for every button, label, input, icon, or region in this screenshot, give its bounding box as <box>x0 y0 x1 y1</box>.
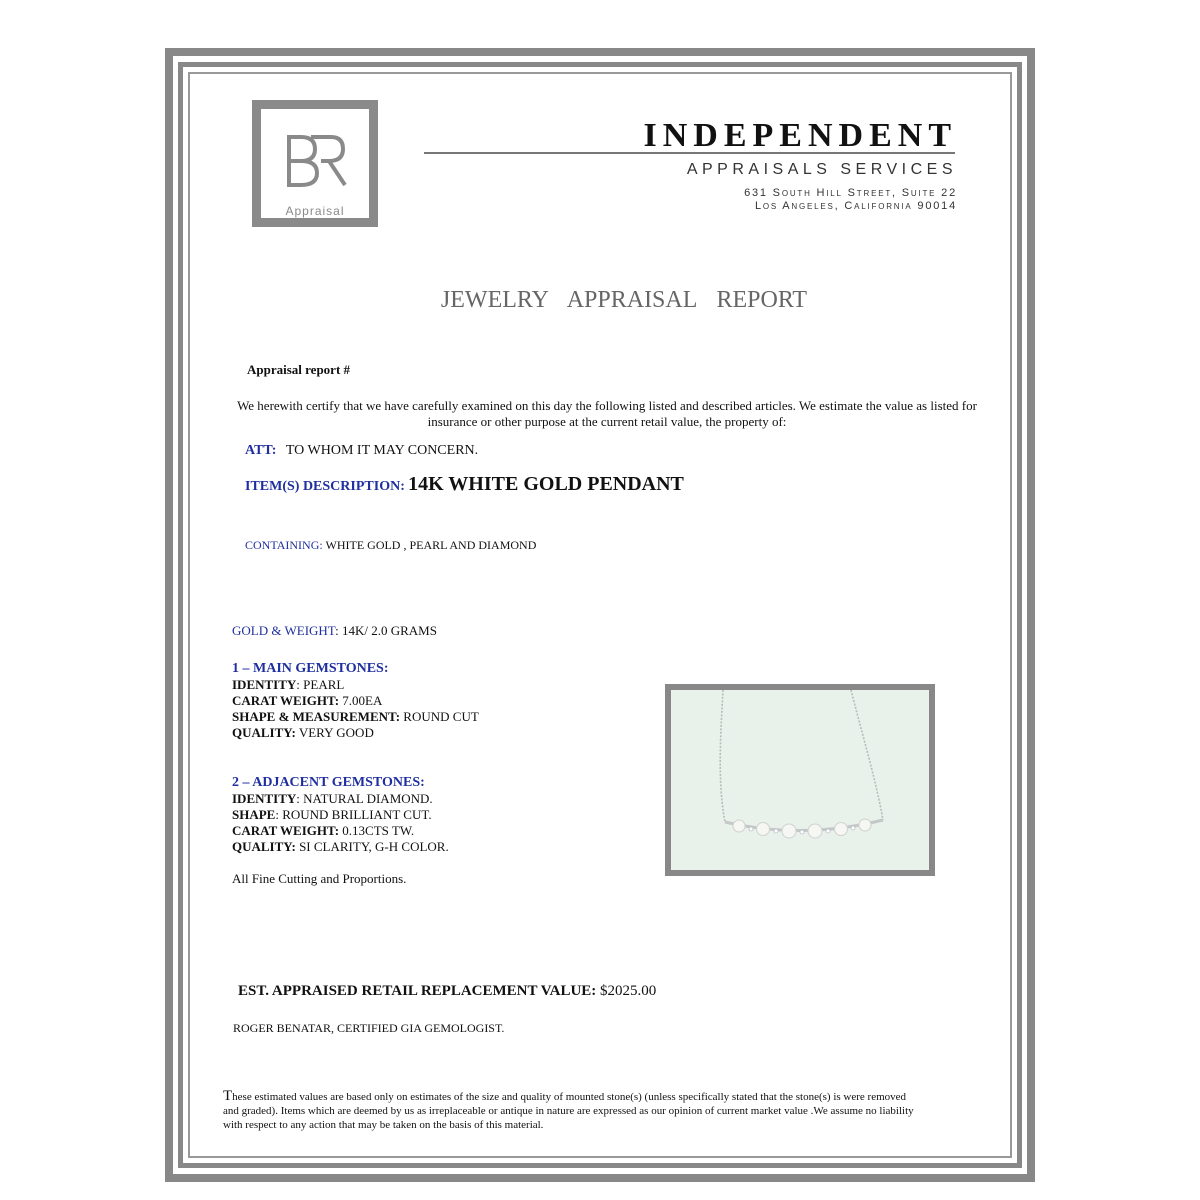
main-quality-line <box>232 725 374 741</box>
main-carat-value: 7.00EA <box>339 693 383 708</box>
gold-weight-value: : 14K/ 2.0 GRAMS <box>335 623 437 638</box>
adj-shape-value: : ROUND BRILLIANT CUT. <box>275 807 432 822</box>
disclaimer-text: hese estimated values are based only on estimates of the size and quality of mounted stone(s) (unless specifically stated that the stone(s) is were removed and graded). Items which are deemed by us as irreplaceable or antique in nature are expressed as our opinion of current market value .We assume no liability with respect to any action that may be taken on the basis of this material. <box>223 1091 914 1131</box>
adj-shape-label: SHAPE <box>232 807 276 822</box>
item-value: 14K WHITE GOLD PENDANT <box>408 473 684 495</box>
address-line-2: Los Angeles, California 90014 <box>754 200 957 212</box>
pendant-illustration <box>671 690 929 870</box>
company-header <box>644 118 957 213</box>
main-quality-label: QUALITY: <box>232 725 296 740</box>
main-shape-value: ROUND CUT <box>400 709 479 724</box>
certify-paragraph: We herewith certify that we have carefully examined on this day the following listed and described articles. We estimate the value as listed for insurance or other purpose at the current retail value, the property of: <box>237 398 977 429</box>
appraised-value-line <box>238 982 656 1000</box>
adj-quality-value: SI CLARITY, G-H COLOR. <box>295 839 449 854</box>
adj-quality-label: QUALITY: <box>232 839 296 854</box>
logo-badge <box>252 100 378 227</box>
disclaimer-paragraph <box>223 1089 923 1132</box>
report-number-label: Appraisal report # <box>247 362 351 377</box>
main-shape-line <box>232 709 479 725</box>
containing-value: WHITE GOLD , PEARL AND DIAMOND <box>325 538 537 552</box>
adj-identity-value: : NATURAL DIAMOND. <box>296 791 433 806</box>
containing-label: CONTAINING: <box>245 538 323 552</box>
main-identity-line <box>232 677 344 693</box>
gemologist-signature-line: ROGER BENATAR, CERTIFIED GIA GEMOLOGIST. <box>233 1021 505 1035</box>
adj-carat-value: 0.13CTS TW. <box>339 823 415 838</box>
gold-weight-line <box>232 623 437 639</box>
containing-line <box>245 537 536 553</box>
address-line-1: 631 South Hill Street, Suite 22 <box>744 187 957 199</box>
adj-quality-line <box>232 839 449 855</box>
company-address <box>644 187 957 213</box>
disclaimer-first-letter: T <box>223 1088 233 1104</box>
main-carat-line <box>232 693 382 709</box>
report-title: JEWELRY APPRAISAL REPORT <box>440 287 808 313</box>
adj-identity-line <box>232 791 433 807</box>
att-value: TO WHOM IT MAY CONCERN. <box>285 443 479 458</box>
gold-weight-label: GOLD & WEIGHT <box>232 623 336 638</box>
company-name: INDEPENDENT <box>643 117 957 154</box>
fine-cutting-note: All Fine Cutting and Proportions. <box>232 871 407 886</box>
adj-carat-line <box>232 823 414 839</box>
appraised-value-amount: $2025.00 <box>600 983 657 999</box>
adj-shape-line <box>232 807 432 823</box>
item-label: ITEM(S) DESCRIPTION: <box>245 479 405 494</box>
company-subtitle: APPRAISALS SERVICES <box>686 161 957 178</box>
adjacent-gemstones-heading: 2 – ADJACENT GEMSTONES: <box>232 775 425 790</box>
main-identity-value: : PEARL <box>296 677 345 692</box>
item-line <box>245 473 684 495</box>
att-line <box>245 443 478 459</box>
br-monogram-icon <box>281 127 351 197</box>
adj-carat-label: CARAT WEIGHT: <box>232 823 340 838</box>
att-label: ATT: <box>245 443 277 458</box>
main-carat-label: CARAT WEIGHT: <box>232 693 340 708</box>
logo-caption: Appraisal <box>285 204 345 218</box>
adj-identity-label: IDENTITY <box>232 791 297 806</box>
main-gemstones-heading: 1 – MAIN GEMSTONES: <box>232 661 389 676</box>
pendant-photo <box>665 684 935 876</box>
main-quality-value: VERY GOOD <box>295 725 374 740</box>
appraised-value-label: EST. APPRAISED RETAIL REPLACEMENT VALUE: <box>238 983 597 999</box>
main-identity-label: IDENTITY <box>232 677 297 692</box>
main-shape-label: SHAPE & MEASUREMENT: <box>232 709 401 724</box>
